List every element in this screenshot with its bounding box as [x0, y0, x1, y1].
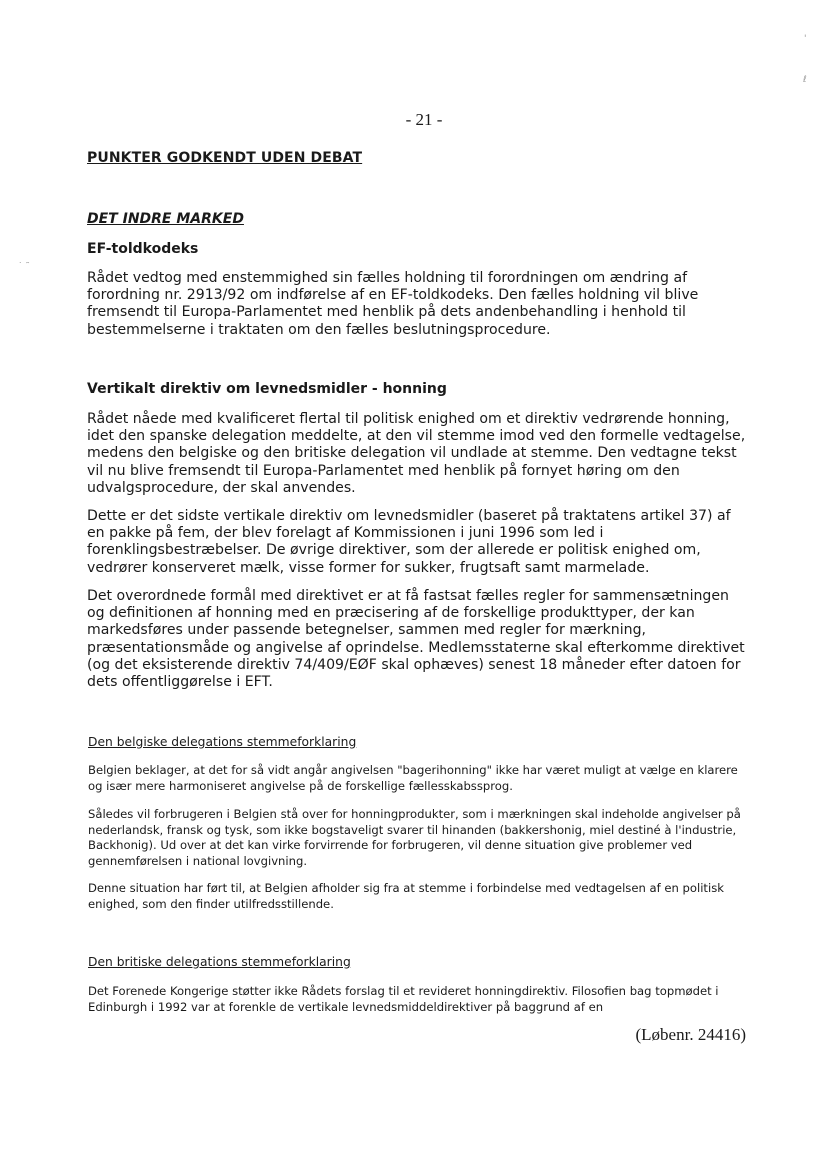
page-number: - 21 - — [405, 110, 443, 129]
section-heading: PUNKTER GODKENDT UDEN DEBAT — [87, 150, 363, 166]
item-title-toldkodeks: EF-toldkodeks — [87, 241, 199, 257]
document-reference: (Løbenr. 24416) — [635, 1025, 746, 1044]
paragraph: Belgien beklager, at det for så vidt angår angivelsen "bagerihonning" ikke har været muligt at vælge en klarere og især mere harmoniseret angivelse på de forskellige fællesskabssprog. — [88, 763, 738, 793]
subsection-heading: DET INDRE MARKED — [87, 211, 244, 227]
paragraph: Rådet nåede med kvalificeret flertal til politisk enighed om et direktiv vedrørende honning, idet den spanske delegation meddelte, at den vil stemme imod ved den formelle vedtagelse, medens den belgiske og den britiske delegation vil undlade at stemme. Den vedtagne tekst vil nu blive fremsendt til Europa-Parlamentet med henblik på fornyet høring om den udvalgsprocedure, der skal anvendes. — [87, 411, 746, 496]
statement-heading-british: Den britiske delegations stemmeforklaring — [88, 955, 351, 969]
paragraph: Således vil forbrugeren i Belgien stå over for honningprodukter, som i mærkningen skal indeholde angivelser på nederlandsk, fransk og tysk, som ikke bogstaveligt svarer til hinanden (bakkershonig, miel destiné à l'industrie, Backhonig). Ud over at det kan virke forvirrende for forbrugeren, vil denne situation give problemer ved gennemførelsen i national lovgivning. — [88, 807, 741, 868]
paragraph: Dette er det sidste vertikale direktiv om levnedsmidler (baseret på traktatens artikel 37) af en pakke på fem, der blev forelagt af Kommissionen i juni 1996 som led i forenklingsbestræbelser. De øvrige direktiver, som der allerede er politisk enighed om, vedrører konserveret mælk, visse former for sukker, frugtsaft samt marmelade. — [87, 508, 731, 576]
paragraph: Det overordnede formål med direktivet er at få fastsat fælles regler for sammensætningen og definitionen af honning med en præcisering af de forskellige produkttyper, der kan markedsføres under passende betegnelser, sammen med regler for mærkning, præsentationsmåde og angivelse af oprindelse. Medlemsstaterne skal efterkomme direktivet (og det eksisterende direktiv 74/409/EØF skal ophæves) senest 18 måneder efter datoen for dets offentliggørelse i EFT. — [87, 588, 745, 691]
paragraph: Det Forenede Kongerige støtter ikke Rådets forslag til et revideret honningdirektiv. Filosofien bag topmødet i Edinburgh i 1992 var at forenkle de vertikale levnedsmiddeldirektiver på baggrund af en — [88, 984, 719, 1014]
statement-heading-belgian: Den belgiske delegations stemmeforklaring — [88, 735, 357, 749]
scan-speck: ' — [804, 34, 807, 44]
item-title-honning: Vertikalt direktiv om levnedsmidler - honning — [87, 381, 447, 397]
paragraph: Denne situation har ført til, at Belgien afholder sig fra at stemme i forbindelse med vedtagelsen af en politisk enighed, som den finder utilfredsstillende. — [88, 881, 724, 911]
scan-speck: ˙ ˜ — [18, 262, 30, 272]
paragraph: Rådet vedtog med enstemmighed sin fælles holdning til forordningen om ændring af forordning nr. 2913/92 om indførelse af en EF-toldkodeks. Den fælles holdning vil blive fremsendt til Europa-Parlamentet med henblik på dets andenbehandling i henhold til bestemmelserne i traktaten om den fælles beslutningsprocedure. — [87, 270, 699, 338]
scan-speck: ℓ — [803, 75, 807, 85]
